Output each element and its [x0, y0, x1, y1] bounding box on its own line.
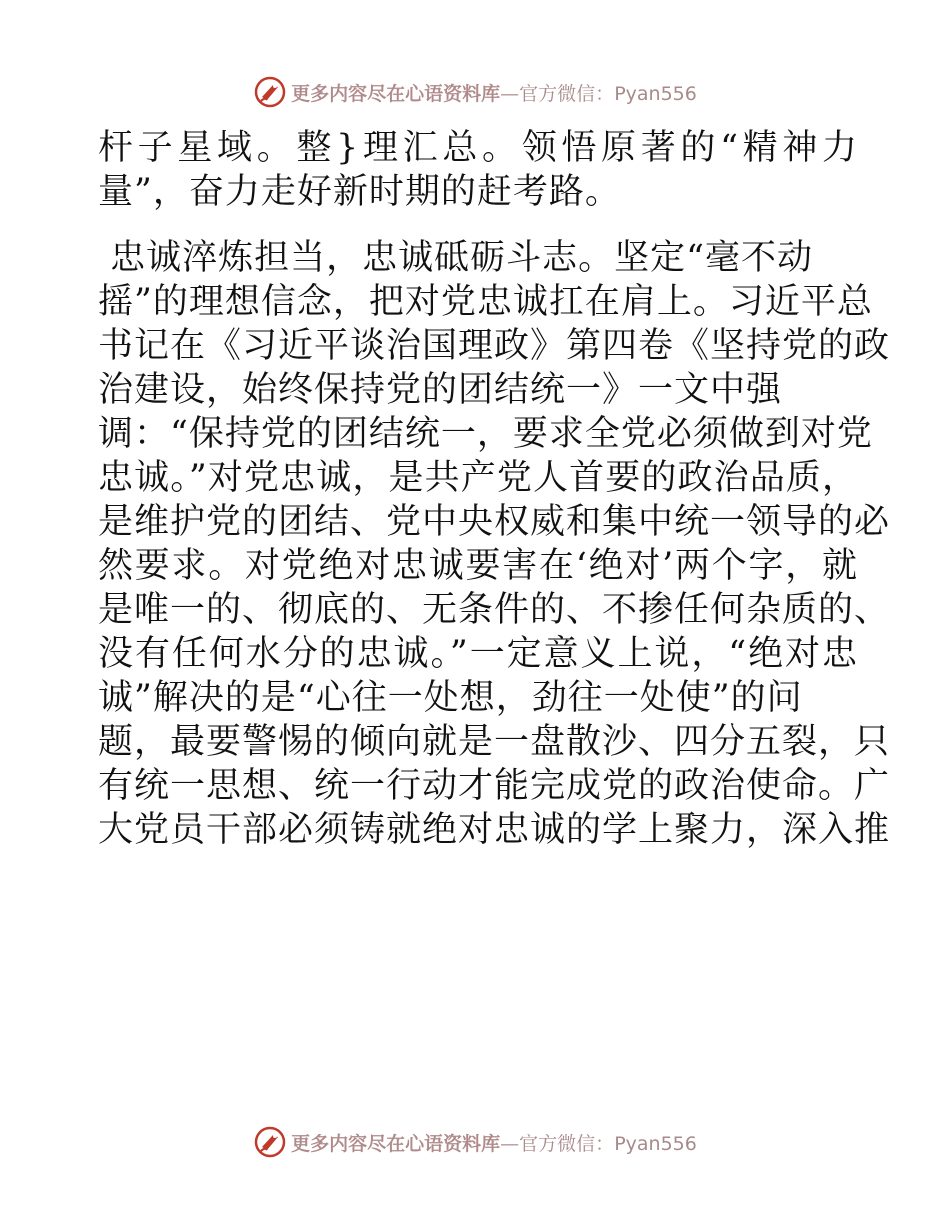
text-line: 摇”的理想信念，把对党忠诚扛在肩上。习近平总	[98, 282, 873, 322]
text-line: 调：“保持党的团结统一，要求全党必须做到对党	[98, 414, 873, 454]
text-line: 是维护党的团结、党中央权威和集中统一领导的必	[98, 502, 891, 542]
text-line: 没有任何水分的忠诚。”一定意义上说，“绝对忠	[98, 634, 858, 674]
text-line: 书记在《习近平谈治国理政》第四卷《坚持党的政	[98, 326, 891, 366]
text-line: 是唯一的、彻底的、无条件的、不掺任何杂质的、	[98, 590, 891, 630]
text-line: 量”，奋力走好新时期的赶考路。	[98, 172, 621, 212]
banner-dash: —	[500, 1132, 520, 1155]
banner-wechat-label: 官方微信：	[519, 82, 615, 105]
text-line: 治建设，始终保持党的团结统一》一文中强	[98, 370, 783, 410]
brand-logo-icon	[253, 75, 287, 109]
text-line: 大党员干部必须铸就绝对忠诚的学上聚力，深入推	[98, 810, 891, 850]
paragraph-gap	[98, 214, 858, 236]
banner-slogan: 更多内容尽在心语资料库	[291, 82, 501, 105]
brand-logo-icon	[253, 1125, 287, 1159]
banner-dash: —	[500, 82, 520, 105]
text-line: 然要求。对党绝对忠诚要害在‘绝对’两个字，就	[98, 546, 858, 586]
text-line: 有统一思想、统一行动才能完成党的政治使命。广	[98, 766, 891, 806]
banner-text	[291, 1129, 697, 1156]
text-line: 忠诚淬炼担当，忠诚砥砺斗志。坚定“毫不动	[98, 238, 814, 278]
text-line: 忠诚。”对党忠诚，是共产党人首要的政治品质，	[98, 458, 858, 498]
banner-wechat-id: Pyan556	[614, 1132, 697, 1155]
banner-wechat-label: 官方微信：	[519, 1132, 615, 1155]
banner-wechat-id: Pyan556	[614, 82, 697, 105]
footer-banner	[0, 1120, 950, 1164]
banner-text	[291, 79, 697, 106]
header-banner	[0, 70, 950, 114]
paragraph-1	[98, 126, 858, 214]
banner-slogan: 更多内容尽在心语资料库	[291, 1132, 501, 1155]
paragraph-2	[98, 236, 891, 852]
text-line: 诚”解决的是“心往一处想，劲往一处使”的问	[98, 678, 803, 718]
text-line: 杆子星域。整}理汇总。领悟原著的“精神力	[98, 128, 858, 168]
document-body	[98, 126, 891, 852]
text-line: 题，最要警惕的倾向就是一盘散沙、四分五裂，只	[98, 722, 891, 762]
